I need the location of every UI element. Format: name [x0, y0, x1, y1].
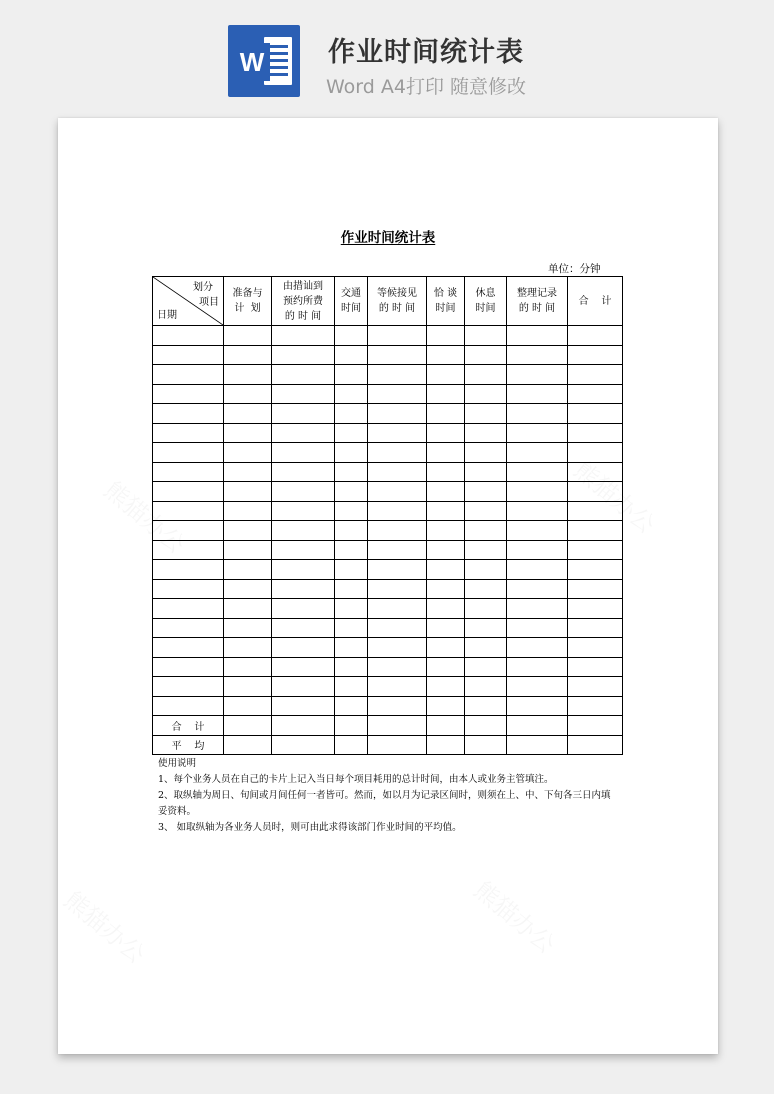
table-cell[interactable]	[465, 657, 507, 677]
table-cell[interactable]	[568, 384, 623, 404]
table-cell[interactable]	[153, 482, 224, 502]
table-cell[interactable]	[427, 423, 465, 443]
table-cell[interactable]	[427, 384, 465, 404]
table-cell[interactable]	[224, 638, 272, 658]
table-cell[interactable]	[272, 462, 335, 482]
table-cell[interactable]	[568, 345, 623, 365]
column-header	[224, 277, 272, 326]
table-cell[interactable]	[224, 365, 272, 385]
table-cell[interactable]	[507, 345, 568, 365]
table-row	[153, 462, 623, 482]
table-cell[interactable]	[335, 521, 368, 541]
table-cell[interactable]	[335, 443, 368, 463]
table-row	[153, 384, 623, 404]
table-cell[interactable]	[368, 462, 427, 482]
table-row	[153, 365, 623, 385]
table-cell[interactable]	[153, 501, 224, 521]
column-header-line: 由措讪到	[283, 280, 323, 292]
table-cell[interactable]	[465, 599, 507, 619]
table-cell[interactable]	[224, 462, 272, 482]
column-header-line: 合 计	[578, 295, 612, 307]
table-cell[interactable]	[465, 345, 507, 365]
table-cell[interactable]	[465, 579, 507, 599]
table-cell[interactable]	[272, 384, 335, 404]
table-cell[interactable]	[507, 696, 568, 716]
table-cell[interactable]	[153, 423, 224, 443]
table-cell[interactable]	[153, 443, 224, 463]
table-row	[153, 540, 623, 560]
table-cell[interactable]	[335, 482, 368, 502]
column-header-line: 恰 谈	[433, 288, 458, 299]
diagonal-header-middle: 项目	[199, 297, 219, 308]
table-row	[153, 443, 623, 463]
table-cell[interactable]	[153, 540, 224, 560]
table-cell[interactable]	[224, 716, 272, 736]
table-row	[153, 521, 623, 541]
table-cell[interactable]	[465, 326, 507, 346]
table-cell[interactable]	[465, 365, 507, 385]
table-cell[interactable]	[272, 560, 335, 580]
table-cell[interactable]	[507, 443, 568, 463]
column-header-line: 预约所费	[283, 295, 323, 307]
summary-row	[153, 716, 623, 736]
table-cell[interactable]	[568, 638, 623, 658]
column-header-line: 时间	[341, 303, 361, 314]
table-cell[interactable]	[224, 521, 272, 541]
column-header-line: 的 时 间	[378, 303, 416, 314]
banner	[0, 0, 774, 118]
table-cell[interactable]	[272, 345, 335, 365]
table-cell[interactable]	[507, 599, 568, 619]
table-cell[interactable]	[368, 501, 427, 521]
column-header	[335, 277, 368, 326]
table-cell[interactable]	[507, 326, 568, 346]
column-header-line: 时间	[435, 303, 456, 314]
banner-title: 作业时间统计表	[328, 37, 524, 68]
table-cell[interactable]	[465, 540, 507, 560]
table-cell[interactable]	[153, 345, 224, 365]
table-cell[interactable]	[465, 716, 507, 736]
diagonal-header-cell	[153, 277, 224, 326]
table-cell[interactable]	[465, 677, 507, 697]
table-cell[interactable]	[465, 443, 507, 463]
summary-row	[153, 735, 623, 755]
table-cell[interactable]	[507, 404, 568, 424]
table-cell[interactable]	[568, 482, 623, 502]
table-cell[interactable]	[568, 423, 623, 443]
column-header-line: 休息	[475, 288, 496, 299]
table-cell[interactable]	[272, 404, 335, 424]
table-cell[interactable]	[335, 599, 368, 619]
column-header	[568, 277, 623, 326]
table-cell[interactable]	[224, 326, 272, 346]
table-cell[interactable]	[153, 618, 224, 638]
table-cell[interactable]	[568, 443, 623, 463]
table-cell[interactable]	[427, 677, 465, 697]
table-cell[interactable]	[507, 716, 568, 736]
table-cell[interactable]	[335, 735, 368, 755]
table-cell[interactable]	[224, 618, 272, 638]
table-cell[interactable]	[224, 540, 272, 560]
column-header-line: 等候接见	[377, 288, 417, 299]
table-cell[interactable]	[272, 618, 335, 638]
table-cell[interactable]	[465, 423, 507, 443]
banner-subtitle: Word A4打印 随意修改	[326, 76, 527, 98]
table-cell[interactable]	[427, 599, 465, 619]
table-cell[interactable]	[153, 677, 224, 697]
table-cell[interactable]	[368, 540, 427, 560]
column-header-line: 交通	[341, 288, 361, 299]
note-item: 1、每个业务人员在自己的卡片上记入当日每个项目耗用的总计时间，由本人或业务主管填注。	[158, 774, 554, 785]
table-cell[interactable]	[153, 462, 224, 482]
table-row	[153, 638, 623, 658]
diagonal-header-bottom: 日期	[157, 310, 177, 321]
table-cell[interactable]	[224, 384, 272, 404]
table-cell[interactable]	[427, 540, 465, 560]
table-cell[interactable]	[568, 501, 623, 521]
table-cell[interactable]	[224, 423, 272, 443]
table-cell[interactable]	[465, 735, 507, 755]
table-cell[interactable]	[368, 482, 427, 502]
column-header	[368, 277, 427, 326]
table-cell[interactable]	[335, 326, 368, 346]
table-cell[interactable]	[335, 404, 368, 424]
table-cell[interactable]	[568, 735, 623, 755]
table-cell[interactable]	[368, 657, 427, 677]
table-row	[153, 599, 623, 619]
table-cell[interactable]	[335, 423, 368, 443]
table-row	[153, 423, 623, 443]
column-header-line: 时间	[475, 303, 496, 314]
watermark	[468, 871, 564, 960]
table-row	[153, 501, 623, 521]
table-cell[interactable]	[465, 462, 507, 482]
table-row	[153, 696, 623, 716]
table-cell[interactable]	[335, 716, 368, 736]
table-cell[interactable]	[507, 560, 568, 580]
column-header-line: 整理记录	[517, 288, 557, 299]
table-cell[interactable]	[507, 384, 568, 404]
table-cell[interactable]	[427, 657, 465, 677]
table-cell[interactable]	[427, 345, 465, 365]
table-cell[interactable]	[427, 716, 465, 736]
table-cell[interactable]	[335, 462, 368, 482]
summary-label: 合 计	[153, 716, 224, 736]
table-cell[interactable]	[335, 501, 368, 521]
table-cell[interactable]	[507, 501, 568, 521]
table-cell[interactable]	[272, 579, 335, 599]
table-row	[153, 657, 623, 677]
table-cell[interactable]	[507, 365, 568, 385]
table-cell[interactable]	[507, 657, 568, 677]
time-stats-table	[152, 276, 623, 755]
table-cell[interactable]	[153, 404, 224, 424]
table-cell[interactable]	[368, 443, 427, 463]
table-cell[interactable]	[568, 579, 623, 599]
table-row	[153, 345, 623, 365]
diagonal-header-top: 划分	[193, 282, 213, 293]
table-cell[interactable]	[272, 501, 335, 521]
table-cell[interactable]	[153, 696, 224, 716]
table-cell[interactable]	[427, 579, 465, 599]
table-row	[153, 326, 623, 346]
table-cell[interactable]	[153, 579, 224, 599]
document-title: 作业时间统计表	[340, 230, 436, 246]
column-header	[427, 277, 465, 326]
column-header-line: 的 时 间	[518, 303, 556, 314]
table-cell[interactable]	[568, 365, 623, 385]
table-cell[interactable]	[224, 404, 272, 424]
table-cell[interactable]	[368, 735, 427, 755]
table-cell[interactable]	[272, 521, 335, 541]
table-cell[interactable]	[224, 696, 272, 716]
notes-heading: 使用说明	[158, 758, 197, 769]
table-cell[interactable]	[568, 657, 623, 677]
table-cell[interactable]	[224, 579, 272, 599]
table-cell[interactable]	[568, 618, 623, 638]
column-header-line: 准备与	[232, 288, 263, 299]
table-cell[interactable]	[507, 482, 568, 502]
table-cell[interactable]	[465, 384, 507, 404]
table-cell[interactable]	[427, 482, 465, 502]
table-cell[interactable]	[335, 560, 368, 580]
table-cell[interactable]	[507, 735, 568, 755]
table-cell[interactable]	[368, 365, 427, 385]
table-cell[interactable]	[224, 560, 272, 580]
table-cell[interactable]	[507, 521, 568, 541]
table-row	[153, 677, 623, 697]
table-cell[interactable]	[568, 326, 623, 346]
usage-notes	[158, 756, 618, 836]
table-cell[interactable]	[427, 638, 465, 658]
table-cell[interactable]	[272, 599, 335, 619]
table-cell[interactable]	[335, 677, 368, 697]
table-cell[interactable]	[153, 521, 224, 541]
table-row	[153, 482, 623, 502]
table-cell[interactable]	[368, 521, 427, 541]
table-row	[153, 579, 623, 599]
table-cell[interactable]	[507, 540, 568, 560]
table-cell[interactable]	[568, 540, 623, 560]
column-header	[465, 277, 507, 326]
table-cell[interactable]	[224, 599, 272, 619]
column-header	[272, 277, 335, 326]
note-item: 2、取纵轴为周日、旬间或月间任何一者皆可。然而，如以月为记录区间时，则须在上、中、下旬各三日内填妥资料。	[158, 790, 611, 817]
watermark	[58, 881, 154, 970]
table-cell[interactable]	[272, 735, 335, 755]
table-cell[interactable]	[224, 735, 272, 755]
table-cell[interactable]	[427, 443, 465, 463]
table-cell[interactable]	[224, 482, 272, 502]
table-cell[interactable]	[335, 638, 368, 658]
table-cell[interactable]	[153, 657, 224, 677]
table-cell[interactable]	[568, 677, 623, 697]
table-cell[interactable]	[368, 638, 427, 658]
table-cell[interactable]	[335, 579, 368, 599]
table-cell[interactable]	[272, 657, 335, 677]
table-cell[interactable]	[427, 696, 465, 716]
table-cell[interactable]	[272, 716, 335, 736]
table-cell[interactable]	[153, 365, 224, 385]
table-cell[interactable]	[368, 345, 427, 365]
table-cell[interactable]	[465, 696, 507, 716]
table-cell[interactable]	[427, 521, 465, 541]
table-cell[interactable]	[368, 384, 427, 404]
table-cell[interactable]	[272, 540, 335, 560]
table-cell[interactable]	[153, 384, 224, 404]
table-cell[interactable]	[224, 657, 272, 677]
table-cell[interactable]	[568, 716, 623, 736]
table-cell[interactable]	[465, 501, 507, 521]
table-cell[interactable]	[272, 423, 335, 443]
table-cell[interactable]	[465, 521, 507, 541]
table-cell[interactable]	[507, 462, 568, 482]
table-cell[interactable]	[568, 560, 623, 580]
unit-label: 单位：分钟	[548, 263, 601, 275]
table-cell[interactable]	[427, 365, 465, 385]
table-cell[interactable]	[427, 326, 465, 346]
table-row	[153, 560, 623, 580]
table-cell[interactable]	[465, 404, 507, 424]
table-cell[interactable]	[507, 618, 568, 638]
table-cell[interactable]	[272, 365, 335, 385]
table-cell[interactable]	[272, 326, 335, 346]
table-cell[interactable]	[368, 599, 427, 619]
table-cell[interactable]	[272, 677, 335, 697]
table-cell[interactable]	[368, 579, 427, 599]
table-cell[interactable]	[224, 443, 272, 463]
table-cell[interactable]	[224, 677, 272, 697]
table-cell[interactable]	[153, 560, 224, 580]
column-header	[507, 277, 568, 326]
table-cell[interactable]	[568, 696, 623, 716]
table-cell[interactable]	[507, 423, 568, 443]
table-cell[interactable]	[335, 540, 368, 560]
table-cell[interactable]	[427, 404, 465, 424]
column-header-line: 计 划	[234, 303, 261, 314]
table-cell[interactable]	[153, 599, 224, 619]
table-cell[interactable]	[427, 462, 465, 482]
table-cell[interactable]	[568, 599, 623, 619]
table-cell[interactable]	[272, 482, 335, 502]
table-cell[interactable]	[335, 345, 368, 365]
summary-label: 平 均	[153, 735, 224, 755]
table-cell[interactable]	[368, 677, 427, 697]
table-cell[interactable]	[335, 618, 368, 638]
table-cell[interactable]	[368, 618, 427, 638]
table-cell[interactable]	[335, 696, 368, 716]
table-cell[interactable]	[368, 404, 427, 424]
note-item: 3、 如取纵轴为各业务人员时，则可由此求得该部门作业时间的平均值。	[158, 822, 462, 833]
word-logo-letter: W	[234, 43, 270, 81]
table-cell[interactable]	[368, 326, 427, 346]
table-cell[interactable]	[568, 521, 623, 541]
table-cell[interactable]	[427, 501, 465, 521]
table-cell[interactable]	[368, 423, 427, 443]
document-page	[58, 118, 718, 1054]
table-cell[interactable]	[335, 657, 368, 677]
table-cell[interactable]	[368, 696, 427, 716]
table-cell[interactable]	[568, 462, 623, 482]
table-cell[interactable]	[272, 696, 335, 716]
table-cell[interactable]	[465, 638, 507, 658]
table-cell[interactable]	[272, 638, 335, 658]
table-cell[interactable]	[368, 716, 427, 736]
table-cell[interactable]	[153, 638, 224, 658]
table-cell[interactable]	[427, 618, 465, 638]
table-cell[interactable]	[465, 482, 507, 502]
table-cell[interactable]	[465, 560, 507, 580]
table-cell[interactable]	[507, 677, 568, 697]
table-row	[153, 618, 623, 638]
table-cell[interactable]	[427, 560, 465, 580]
table-cell[interactable]	[153, 326, 224, 346]
table-cell[interactable]	[568, 404, 623, 424]
table-cell[interactable]	[507, 638, 568, 658]
table-cell[interactable]	[507, 579, 568, 599]
table-cell[interactable]	[335, 365, 368, 385]
table-row	[153, 404, 623, 424]
table-cell[interactable]	[335, 384, 368, 404]
column-header-line: 的 时 间	[284, 310, 322, 322]
table-cell[interactable]	[272, 443, 335, 463]
table-cell[interactable]	[465, 618, 507, 638]
word-icon	[228, 25, 300, 97]
table-cell[interactable]	[224, 345, 272, 365]
table-cell[interactable]	[224, 501, 272, 521]
table-cell[interactable]	[368, 560, 427, 580]
table-cell[interactable]	[427, 735, 465, 755]
